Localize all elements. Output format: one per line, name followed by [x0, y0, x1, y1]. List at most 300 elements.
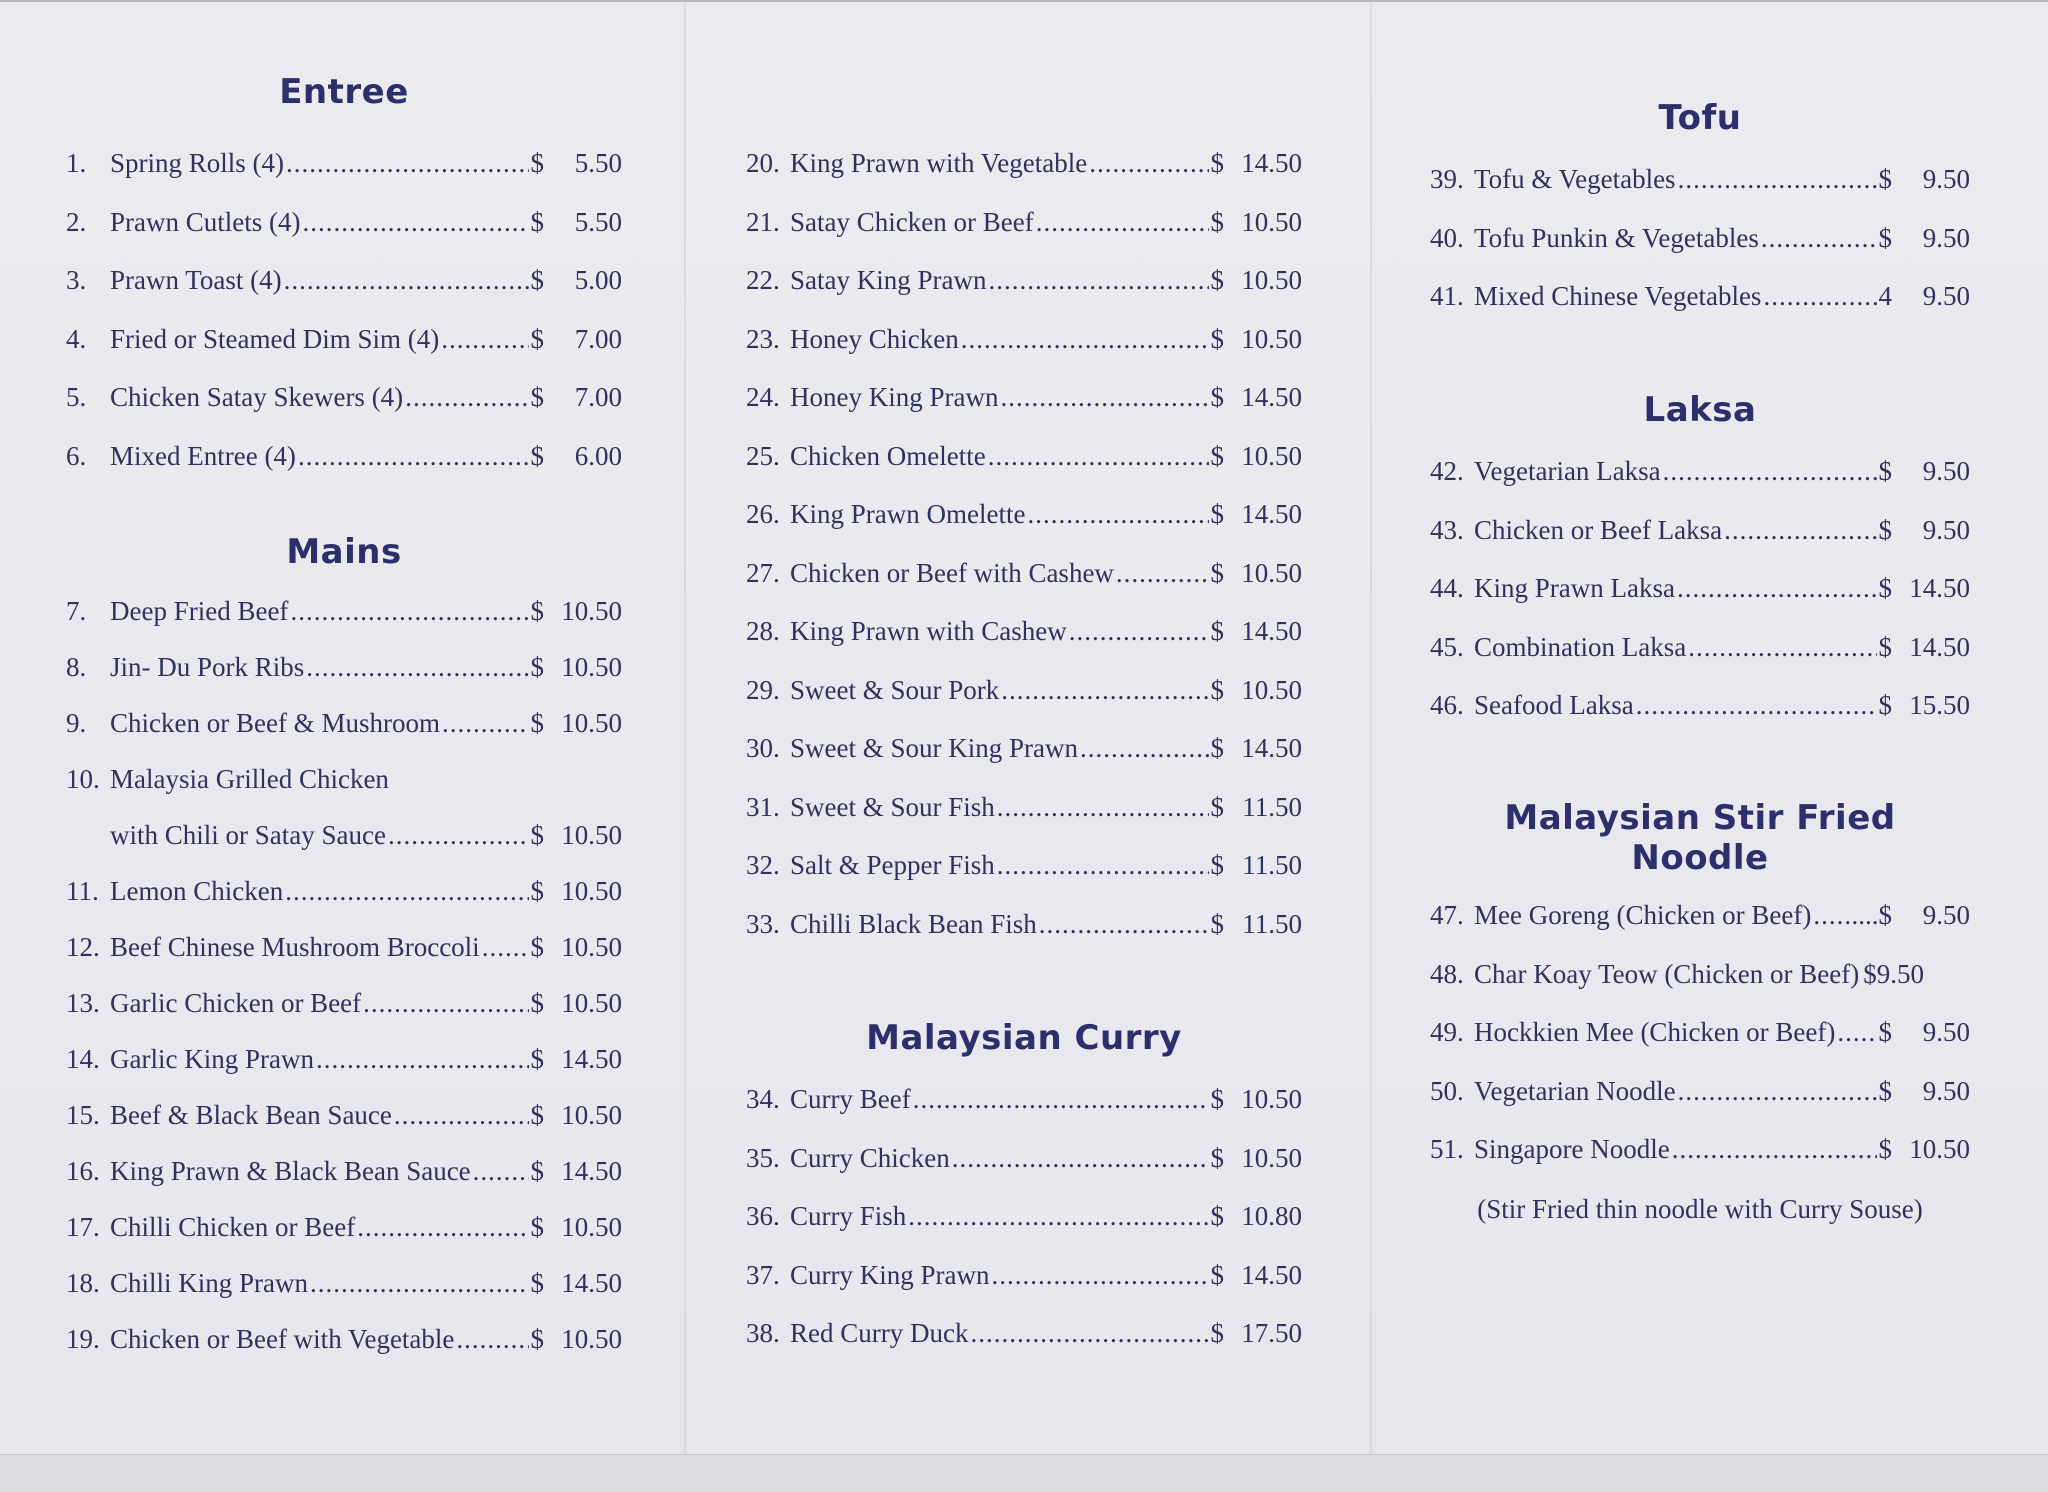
- item-name: Satay Chicken or Beef: [790, 206, 1034, 237]
- item-name: Malaysia Grilled Chicken: [110, 764, 389, 794]
- item-name: Garlic King Prawn: [110, 1044, 314, 1074]
- item-number: 2.: [66, 206, 87, 237]
- item-currency: $: [530, 932, 544, 962]
- item-currency: $: [1878, 631, 1892, 662]
- dot-leader: [1036, 207, 1209, 238]
- item-number: 31.: [746, 791, 780, 822]
- item-price: 10.50: [1241, 323, 1302, 354]
- item-name: Chicken or Beef with Vegetable: [110, 1324, 455, 1354]
- item-currency: $: [530, 1268, 544, 1298]
- section-title-entree: Entree: [279, 72, 409, 112]
- item-currency: $9.50: [1863, 958, 1924, 989]
- dot-leader: [388, 820, 529, 851]
- dot-leader: [1089, 148, 1208, 179]
- item-name: Prawn Cutlets (4): [110, 206, 301, 237]
- dot-leader: [456, 1324, 528, 1355]
- dot-leader: [442, 708, 529, 739]
- menu-item: [1430, 900, 1970, 940]
- item-price: 14.50: [561, 1044, 622, 1074]
- item-number: 1.: [66, 148, 87, 178]
- dot-leader: [1761, 223, 1877, 254]
- item-name: Garlic Chicken or Beef: [110, 988, 362, 1018]
- menu-column-right: [1430, 2, 1970, 1489]
- item-name: Chicken or Beef with Cashew: [790, 557, 1114, 588]
- item-price: 10.50: [561, 1324, 622, 1354]
- item-name: Honey King Prawn: [790, 382, 999, 412]
- item-number: 43.: [1430, 514, 1464, 545]
- item-price: 10.50: [1241, 674, 1302, 705]
- item-currency: $: [1878, 1134, 1892, 1164]
- item-price: 9.50: [1922, 456, 1970, 486]
- item-number: 24.: [746, 382, 780, 412]
- dot-leader: [357, 1212, 528, 1243]
- item-name: Prawn Toast (4): [110, 265, 282, 295]
- item-currency: $: [1210, 265, 1224, 295]
- item-name: with Chili or Satay Sauce: [110, 820, 386, 850]
- item-name: Jin- Du Pork Ribs: [110, 652, 305, 682]
- item-currency: $: [1210, 382, 1224, 412]
- menu-item: [66, 207, 622, 247]
- item-currency: $: [1210, 1259, 1224, 1290]
- item-price: 10.50: [561, 932, 622, 962]
- menu-item: [746, 382, 1302, 422]
- page-bottom-edge: [0, 1454, 2048, 1492]
- item-price: 9.50: [1922, 1017, 1970, 1047]
- item-number: 40.: [1430, 222, 1464, 253]
- item-price: 10.50: [561, 876, 622, 906]
- dot-leader: [306, 652, 528, 683]
- item-currency: $: [530, 876, 544, 906]
- dot-leader: [298, 441, 529, 472]
- item-price: 14.50: [1241, 616, 1302, 646]
- dot-leader: [1116, 558, 1209, 589]
- item-currency: $: [530, 988, 544, 1018]
- item-currency: $: [530, 708, 544, 738]
- item-number: 28.: [746, 616, 780, 646]
- dot-leader: [1724, 515, 1876, 546]
- item-number: 5.: [66, 382, 87, 412]
- menu-column-middle: [746, 2, 1302, 1489]
- item-currency: 4: [1878, 281, 1892, 311]
- dot-leader: [482, 932, 529, 963]
- item-price: 5.00: [574, 265, 622, 295]
- dot-leader: [952, 1143, 1209, 1174]
- menu-item: [1430, 281, 1970, 321]
- item-number: 47.: [1430, 900, 1464, 930]
- item-price: 14.50: [1241, 733, 1302, 763]
- dot-leader: [394, 1100, 529, 1131]
- item-price: 6.00: [574, 440, 622, 471]
- dot-leader: [1688, 632, 1876, 663]
- menu-item: [66, 265, 622, 305]
- item-name: King Prawn with Vegetable: [790, 148, 1088, 178]
- item-price: 11.50: [1242, 791, 1302, 822]
- dot-leader: [1663, 456, 1877, 487]
- item-currency: $: [1210, 674, 1224, 705]
- item-number: 21.: [746, 206, 780, 237]
- item-name: Hockkien Mee (Chicken or Beef): [1474, 1017, 1836, 1047]
- item-name: Satay King Prawn: [790, 265, 987, 295]
- noodle-note: (Stir Fried thin noodle with Curry Souse): [1477, 1194, 1923, 1224]
- item-name: Vegetarian Laksa: [1474, 456, 1661, 486]
- item-name: Spring Rolls (4): [110, 148, 285, 178]
- item-currency: $: [530, 265, 544, 295]
- item-name: Fried or Steamed Dim Sim (4): [110, 323, 440, 354]
- item-number: 25.: [746, 440, 780, 471]
- item-currency: $: [1210, 1084, 1224, 1114]
- menu-item: [746, 148, 1302, 188]
- item-price: 10.50: [1241, 557, 1302, 588]
- dot-leader: [1678, 164, 1877, 195]
- menu-item: [746, 909, 1302, 949]
- dot-leader: [316, 1044, 529, 1075]
- item-currency: $: [1210, 791, 1224, 822]
- item-price: 10.50: [1241, 440, 1302, 471]
- menu-item: [66, 1044, 622, 1084]
- item-currency: $: [530, 206, 544, 237]
- item-name: King Prawn & Black Bean Sauce: [110, 1156, 471, 1186]
- menu-item: [746, 499, 1302, 539]
- item-price: 11.50: [1242, 850, 1302, 880]
- item-currency: $: [1210, 908, 1224, 939]
- item-price: 10.50: [561, 1100, 622, 1130]
- item-number: 37.: [746, 1259, 780, 1290]
- menu-item: [746, 265, 1302, 305]
- item-name: Curry King Prawn: [790, 1259, 990, 1290]
- menu-item: [1430, 164, 1970, 204]
- item-price: 14.50: [1909, 573, 1970, 603]
- item-number: 26.: [746, 499, 780, 529]
- item-currency: $: [1878, 514, 1892, 545]
- menu-item: [746, 616, 1302, 656]
- item-name: Chicken Omelette: [790, 440, 986, 471]
- dot-leader: [991, 1260, 1208, 1291]
- menu-item: [1430, 515, 1970, 555]
- item-currency: $: [530, 1212, 544, 1242]
- item-currency: $: [530, 1324, 544, 1354]
- menu-item: [746, 558, 1302, 598]
- menu-item: [1430, 456, 1970, 496]
- item-name: Red Curry Duck: [790, 1318, 969, 1348]
- item-name: Honey Chicken: [790, 323, 959, 354]
- item-currency: $: [1210, 616, 1224, 646]
- item-number: 4.: [66, 323, 87, 354]
- item-name: Seafood Laksa: [1474, 690, 1634, 720]
- item-name: Singapore Noodle: [1474, 1134, 1670, 1164]
- item-name: Mee Goreng (Chicken or Beef): [1474, 900, 1812, 930]
- dot-leader: [997, 850, 1209, 881]
- item-currency: $: [1878, 456, 1892, 486]
- item-name: Vegetarian Noodle: [1474, 1075, 1676, 1106]
- dot-leader: [285, 876, 528, 907]
- dot-leader: [1677, 573, 1877, 604]
- item-price: 14.50: [1909, 631, 1970, 662]
- menu-item: [66, 764, 622, 804]
- item-currency: $: [530, 596, 544, 626]
- item-number: 39.: [1430, 164, 1464, 194]
- item-number: 13.: [66, 988, 100, 1018]
- item-currency: $: [1210, 733, 1224, 763]
- item-price: 14.50: [1241, 382, 1302, 412]
- menu-item: [746, 1143, 1302, 1183]
- item-price: 14.50: [561, 1156, 622, 1186]
- item-currency: $: [1210, 1201, 1224, 1231]
- item-currency: $: [530, 652, 544, 682]
- item-currency: $: [1210, 323, 1224, 354]
- item-price: 7.00: [574, 382, 622, 412]
- item-number: 32.: [746, 850, 780, 880]
- menu-item: [746, 1084, 1302, 1124]
- item-number: 16.: [66, 1156, 100, 1186]
- item-price: 10.80: [1241, 1201, 1302, 1231]
- item-number: 22.: [746, 265, 780, 295]
- menu-item: [66, 441, 622, 481]
- item-price: 7.00: [574, 323, 622, 354]
- menu-item: [1430, 959, 1970, 999]
- item-name: King Prawn Laksa: [1474, 573, 1675, 603]
- item-name: Lemon Chicken: [110, 876, 284, 906]
- section-title-mains: Mains: [286, 532, 402, 572]
- menu-item: [66, 932, 622, 972]
- menu-item: [66, 652, 622, 692]
- dot-leader: [961, 324, 1209, 355]
- item-number: 45.: [1430, 631, 1464, 662]
- dot-leader: [1672, 1134, 1877, 1165]
- section-title-tofu: Tofu: [1658, 98, 1742, 138]
- item-name: Sweet & Sour Fish: [790, 791, 995, 822]
- item-name: Chilli Chicken or Beef: [110, 1212, 356, 1242]
- dot-leader: [1039, 909, 1209, 940]
- item-name: Mixed Entree (4): [110, 440, 296, 471]
- menu-item: [66, 148, 622, 188]
- item-number: 27.: [746, 557, 780, 588]
- menu-item: [66, 876, 622, 916]
- item-currency: $: [1210, 1318, 1224, 1348]
- item-number: 20.: [746, 148, 780, 178]
- menu-item: [66, 708, 622, 748]
- dot-leader: [997, 792, 1209, 823]
- item-currency: $: [530, 440, 544, 471]
- menu-item: [1430, 573, 1970, 613]
- item-number: 10.: [66, 764, 100, 794]
- item-number: 51.: [1430, 1134, 1464, 1164]
- item-name: Beef Chinese Mushroom Broccoli: [110, 932, 480, 962]
- item-price: 10.50: [1241, 1084, 1302, 1114]
- dot-leader: [908, 1201, 1208, 1232]
- item-name: Sweet & Sour King Prawn: [790, 733, 1078, 763]
- menu-item: [746, 733, 1302, 773]
- dot-leader: [1027, 499, 1208, 530]
- item-currency: $: [1210, 206, 1224, 237]
- item-price: 14.50: [1241, 1259, 1302, 1290]
- item-name: Char Koay Teow (Chicken or Beef): [1474, 958, 1860, 989]
- item-price: 9.50: [1922, 281, 1970, 311]
- item-number: 29.: [746, 674, 780, 705]
- item-number: 42.: [1430, 456, 1464, 486]
- item-name: Curry Beef: [790, 1084, 911, 1114]
- item-name: King Prawn Omelette: [790, 499, 1026, 529]
- dot-leader: [913, 1084, 1209, 1115]
- item-price: 5.50: [574, 148, 622, 178]
- item-name: Salt & Pepper Fish: [790, 850, 995, 880]
- dot-leader: [1001, 675, 1208, 706]
- item-number: 49.: [1430, 1017, 1464, 1047]
- item-price: 10.50: [561, 1212, 622, 1242]
- item-currency: $: [1210, 148, 1224, 178]
- item-number: 36.: [746, 1201, 780, 1231]
- dot-leader: [1837, 1017, 1876, 1048]
- menu-item: [746, 207, 1302, 247]
- item-number: 15.: [66, 1100, 100, 1130]
- menu-item: [66, 1324, 622, 1364]
- menu-item: [66, 988, 622, 1028]
- item-currency: $: [530, 148, 544, 178]
- item-currency: $: [1210, 499, 1224, 529]
- item-price: 10.50: [561, 988, 622, 1018]
- item-currency: $: [530, 382, 544, 412]
- item-name: Sweet & Sour Pork: [790, 674, 1000, 705]
- item-name: Tofu Punkin & Vegetables: [1474, 222, 1759, 253]
- dot-leader: [363, 988, 528, 1019]
- item-price: 14.50: [561, 1268, 622, 1298]
- dot-leader: [988, 441, 1209, 472]
- section-title-noodle: Malaysian Stir Fried Noodle: [1504, 798, 1896, 878]
- item-price: 5.50: [574, 206, 622, 237]
- item-name: Beef & Black Bean Sauce: [110, 1100, 392, 1130]
- item-price: 15.50: [1909, 690, 1970, 720]
- item-name: Mixed Chinese Vegetables: [1474, 281, 1762, 311]
- item-price: 10.50: [1241, 265, 1302, 295]
- item-price: 10.50: [561, 708, 622, 738]
- dot-leader: [1763, 281, 1876, 312]
- menu-item: [746, 324, 1302, 364]
- dot-leader: [286, 148, 528, 179]
- item-number: 33.: [746, 908, 780, 939]
- item-currency: $: [1878, 1075, 1892, 1106]
- item-number: 44.: [1430, 573, 1464, 603]
- item-number: 17.: [66, 1212, 100, 1242]
- item-price: 10.50: [1909, 1134, 1970, 1164]
- menu-item: [66, 1156, 622, 1196]
- menu-item: [746, 850, 1302, 890]
- item-number: 3.: [66, 265, 87, 295]
- menu-item: [746, 441, 1302, 481]
- item-price: 9.50: [1922, 514, 1970, 545]
- item-name: Chicken or Beef & Mushroom: [110, 708, 440, 738]
- fold-line: [1370, 2, 1372, 1489]
- item-currency: $: [1210, 1142, 1224, 1173]
- dot-leader: [405, 382, 528, 413]
- section-title-laksa: Laksa: [1643, 390, 1757, 430]
- item-currency: $: [530, 820, 544, 850]
- item-name: King Prawn with Cashew: [790, 616, 1067, 646]
- item-number: 19.: [66, 1324, 100, 1354]
- item-name: Chilli Black Bean Fish: [790, 908, 1037, 939]
- item-currency: $: [1210, 440, 1224, 471]
- menu-item: [746, 675, 1302, 715]
- item-number: 48.: [1430, 958, 1464, 989]
- item-currency: $: [1210, 557, 1224, 588]
- item-name: Curry Fish: [790, 1201, 907, 1231]
- item-number: 14.: [66, 1044, 100, 1074]
- menu-item: [1430, 632, 1970, 672]
- item-number: 11.: [66, 876, 99, 906]
- item-price: 17.50: [1241, 1318, 1302, 1348]
- item-number: 7.: [66, 596, 87, 626]
- item-number: 18.: [66, 1268, 100, 1298]
- item-name: Tofu & Vegetables: [1474, 164, 1676, 194]
- item-price: 10.50: [561, 596, 622, 626]
- item-currency: $: [1878, 690, 1892, 720]
- menu-item: [66, 820, 622, 860]
- menu-item: [746, 1260, 1302, 1300]
- item-price: 14.50: [1241, 148, 1302, 178]
- menu-item: [1430, 1076, 1970, 1116]
- dot-leader: [290, 596, 528, 627]
- item-currency: $: [1878, 164, 1892, 194]
- fold-line: [684, 2, 686, 1489]
- section-title-curry: Malaysian Curry: [866, 1018, 1182, 1058]
- item-currency: $: [1878, 573, 1892, 603]
- menu-item: [1430, 690, 1970, 730]
- item-number: 41.: [1430, 281, 1464, 311]
- menu-item: [66, 1268, 622, 1308]
- dot-leader: [1000, 382, 1208, 413]
- item-name: Combination Laksa: [1474, 631, 1687, 662]
- menu-column-left: [66, 2, 622, 1489]
- dot-leader: [473, 1156, 529, 1187]
- item-currency: ....$: [1851, 900, 1892, 930]
- item-price: 9.50: [1922, 164, 1970, 194]
- item-name: Curry Chicken: [790, 1142, 950, 1173]
- menu-item: [746, 1318, 1302, 1358]
- menu-item: [66, 1100, 622, 1140]
- item-price: 10.50: [561, 652, 622, 682]
- item-currency: $: [530, 1100, 544, 1130]
- item-number: 6.: [66, 440, 87, 471]
- item-number: 35.: [746, 1142, 780, 1173]
- item-currency: $: [1878, 1017, 1892, 1047]
- dot-leader: [441, 324, 528, 355]
- menu-item: [66, 1212, 622, 1252]
- item-number: 34.: [746, 1084, 780, 1114]
- menu-item: [1430, 223, 1970, 263]
- item-name: Chilli King Prawn: [110, 1268, 309, 1298]
- item-price: 10.50: [1241, 1142, 1302, 1173]
- menu-item: [746, 1201, 1302, 1241]
- item-currency: $: [1210, 850, 1224, 880]
- item-price: 9.50: [1922, 222, 1970, 253]
- item-number: 38.: [746, 1318, 780, 1348]
- dot-leader: [284, 265, 529, 296]
- item-price: 9.50: [1922, 1075, 1970, 1106]
- menu-item: [66, 596, 622, 636]
- item-number: 30.: [746, 733, 780, 763]
- menu-item: [746, 792, 1302, 832]
- item-number: 8.: [66, 652, 87, 682]
- item-price: 14.50: [1241, 499, 1302, 529]
- dot-leader: [1678, 1076, 1877, 1107]
- item-price: 10.50: [561, 820, 622, 850]
- item-name: Chicken or Beef Laksa: [1474, 514, 1723, 545]
- item-price: 11.50: [1242, 908, 1302, 939]
- item-currency: $: [1878, 222, 1892, 253]
- dot-leader: [1636, 690, 1877, 721]
- dot-leader: [970, 1318, 1208, 1349]
- item-name: Deep Fried Beef: [110, 596, 289, 626]
- dot-leader: [1069, 616, 1209, 647]
- item-number: 12.: [66, 932, 100, 962]
